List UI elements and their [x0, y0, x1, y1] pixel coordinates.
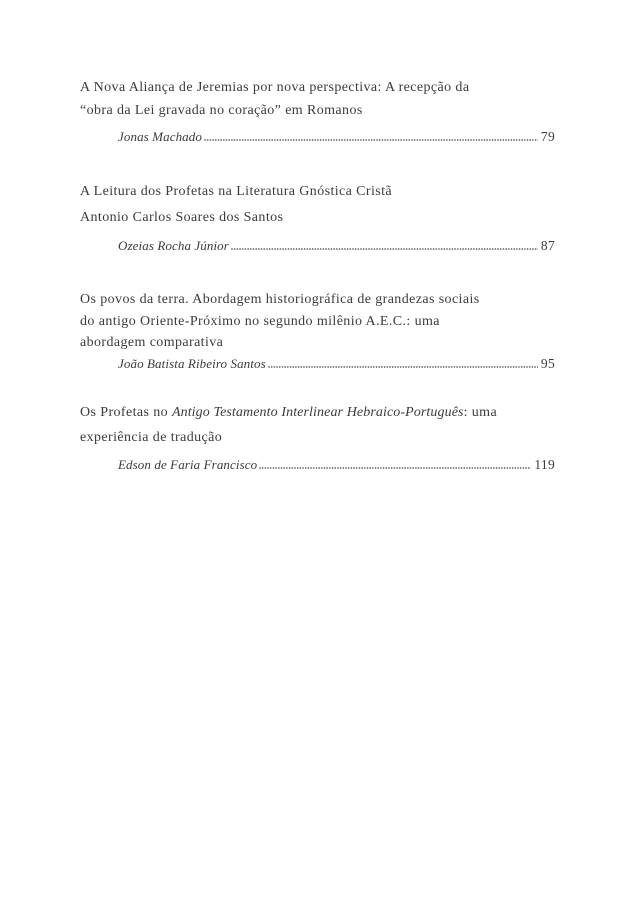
leader-dots	[231, 248, 538, 250]
entry-title-line: Os povos da terra. Abordagem historiográfica de grandezas sociais	[80, 292, 480, 307]
entry-author: João Batista Ribeiro Santos	[118, 356, 266, 371]
page-number: 119	[534, 457, 555, 472]
page-number: 79	[540, 129, 555, 144]
entry-author-row	[118, 353, 555, 375]
entry-title-line: A Leitura dos Profetas na Literatura Gnóstica Cristã	[80, 184, 392, 199]
entry-title-line: do antigo Oriente-Próximo no segundo milênio A.E.C.: uma	[80, 314, 440, 329]
entry-author-row	[118, 235, 555, 257]
entry-title-line: experiência de tradução	[80, 430, 223, 445]
page-number: 95	[540, 356, 555, 371]
entry-author-row	[118, 126, 555, 148]
entry-title-line: A Nova Aliança de Jeremias por nova perspectiva: A recepção da	[80, 80, 470, 95]
leader-dots	[268, 366, 538, 368]
entry-title-line: “obra da Lei gravada no coração” em Romanos	[80, 103, 363, 118]
entry-author: Jonas Machado	[118, 129, 202, 144]
page-number: 87	[540, 238, 555, 253]
entry-author: Edson de Faria Francisco	[118, 457, 258, 472]
entry-author-row	[118, 454, 555, 476]
entry-title-text: Os Profetas no	[80, 405, 172, 420]
leader-dots	[259, 467, 531, 469]
entry-title-italic-text: Antigo Testamento Interlinear Hebraico-Português	[171, 405, 464, 420]
leader-dots	[204, 139, 538, 141]
entry-author: Ozeias Rocha Júnior	[118, 238, 229, 253]
entry-title-line: abordagem comparativa	[80, 335, 224, 350]
entry-title-line: Antonio Carlos Soares dos Santos	[80, 210, 284, 225]
entry-title-line	[80, 402, 497, 424]
entry-title-text: : uma	[463, 405, 498, 420]
